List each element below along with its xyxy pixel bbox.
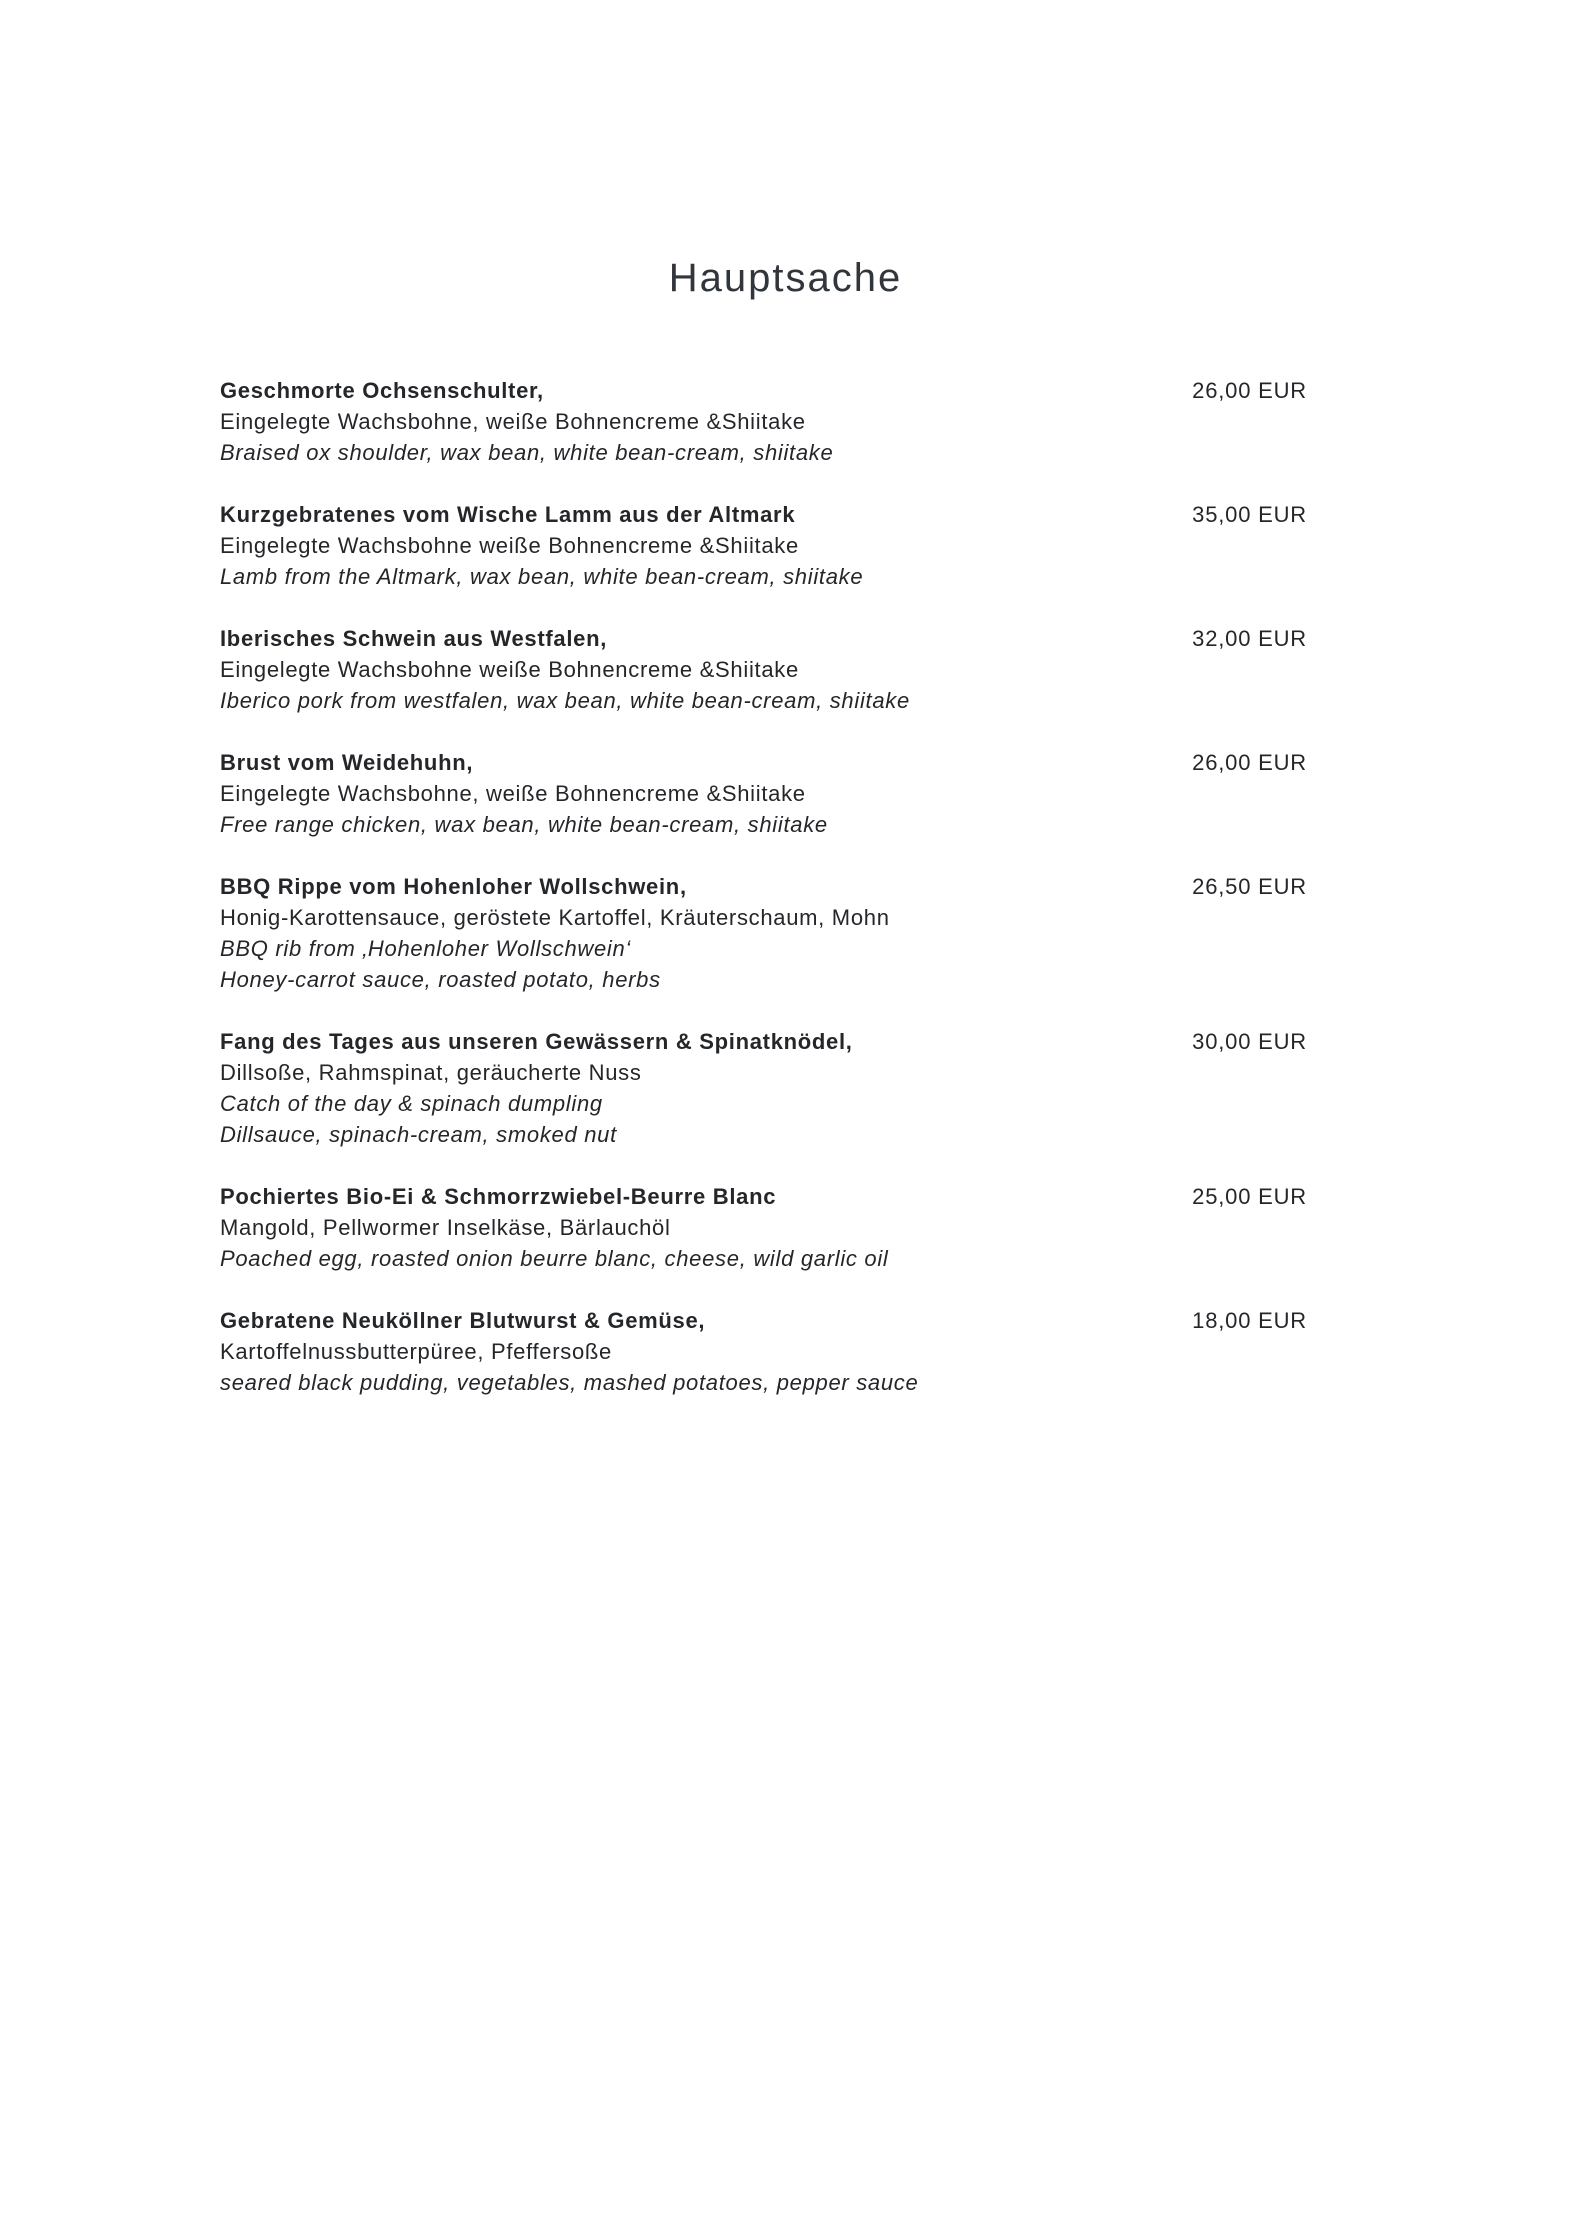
menu-item-text [220,1026,1168,1150]
dish-translation: Braised ox shoulder, wax bean, white bean-cream, shiitake [220,440,834,465]
dish-price: 30,00 EUR [1192,1029,1307,1054]
dish-name: Iberisches Schwein aus Westfalen, [220,626,608,651]
dish-price: 25,00 EUR [1192,1184,1307,1209]
menu-item-text [220,623,1168,716]
page-title: Hauptsache [668,256,903,300]
dish-description: Eingelegte Wachsbohne, weiße Bohnencreme &Shiitake [220,409,806,434]
menu-item-text [220,1181,1168,1274]
menu-item [220,499,1307,592]
dish-price: 26,00 EUR [1192,750,1307,775]
dish-price: 26,50 EUR [1192,874,1307,899]
dish-price: 26,00 EUR [1192,378,1307,403]
menu-item [220,1026,1307,1150]
dish-translation: Honey-carrot sauce, roasted potato, herbs [220,967,661,992]
dish-translation: Poached egg, roasted onion beurre blanc, cheese, wild garlic oil [220,1246,889,1271]
dish-description: Dillsoße, Rahmspinat, geräucherte Nuss [220,1060,642,1085]
dish-price: 35,00 EUR [1192,502,1307,527]
menu-item [220,1305,1307,1398]
menu-list [220,375,1307,1398]
dish-description: Eingelegte Wachsbohne weiße Bohnencreme &Shiitake [220,657,799,682]
menu-item-text [220,747,1168,840]
dish-description: Honig-Karottensauce, geröstete Kartoffel, Kräuterschaum, Mohn [220,905,890,930]
dish-translation: BBQ rib from ‚Hohenloher Wollschwein‘ [220,936,632,961]
menu-item [220,871,1307,995]
dish-translation: Iberico pork from westfalen, wax bean, white bean-cream, shiitake [220,688,910,713]
menu-item-text [220,871,1168,995]
dish-name: Pochiertes Bio-Ei & Schmorrzwiebel-Beurre Blanc [220,1184,777,1209]
dish-translation: Free range chicken, wax bean, white bean-cream, shiitake [220,812,828,837]
menu-item-text [220,375,1168,468]
dish-translation: Catch of the day & spinach dumpling [220,1091,603,1116]
dish-price: 18,00 EUR [1192,1308,1307,1333]
menu-item [220,375,1307,468]
menu-item-text [220,499,1168,592]
dish-price: 32,00 EUR [1192,626,1307,651]
menu-item [220,747,1307,840]
dish-description: Mangold, Pellwormer Inselkäse, Bärlauchöl [220,1215,671,1240]
dish-name: Kurzgebratenes vom Wische Lamm aus der Altmark [220,502,796,527]
dish-name: Gebratene Neuköllner Blutwurst & Gemüse, [220,1308,706,1333]
dish-translation: Lamb from the Altmark, wax bean, white bean-cream, shiitake [220,564,864,589]
dish-description: Eingelegte Wachsbohne, weiße Bohnencreme &Shiitake [220,781,806,806]
dish-description: Kartoffelnussbutterpüree, Pfeffersoße [220,1339,612,1364]
dish-name: Brust vom Weidehuhn, [220,750,474,775]
dish-translation: Dillsauce, spinach-cream, smoked nut [220,1122,617,1147]
dish-name: Fang des Tages aus unseren Gewässern & Spinatknödel, [220,1029,853,1054]
dish-name: Geschmorte Ochsenschulter, [220,378,544,403]
menu-item-text [220,1305,1168,1398]
dish-name: BBQ Rippe vom Hohenloher Wollschwein, [220,874,687,899]
dish-translation: seared black pudding, vegetables, mashed potatoes, pepper sauce [220,1370,919,1395]
menu-item [220,1181,1307,1274]
dish-description: Eingelegte Wachsbohne weiße Bohnencreme &Shiitake [220,533,799,558]
menu-item [220,623,1307,716]
